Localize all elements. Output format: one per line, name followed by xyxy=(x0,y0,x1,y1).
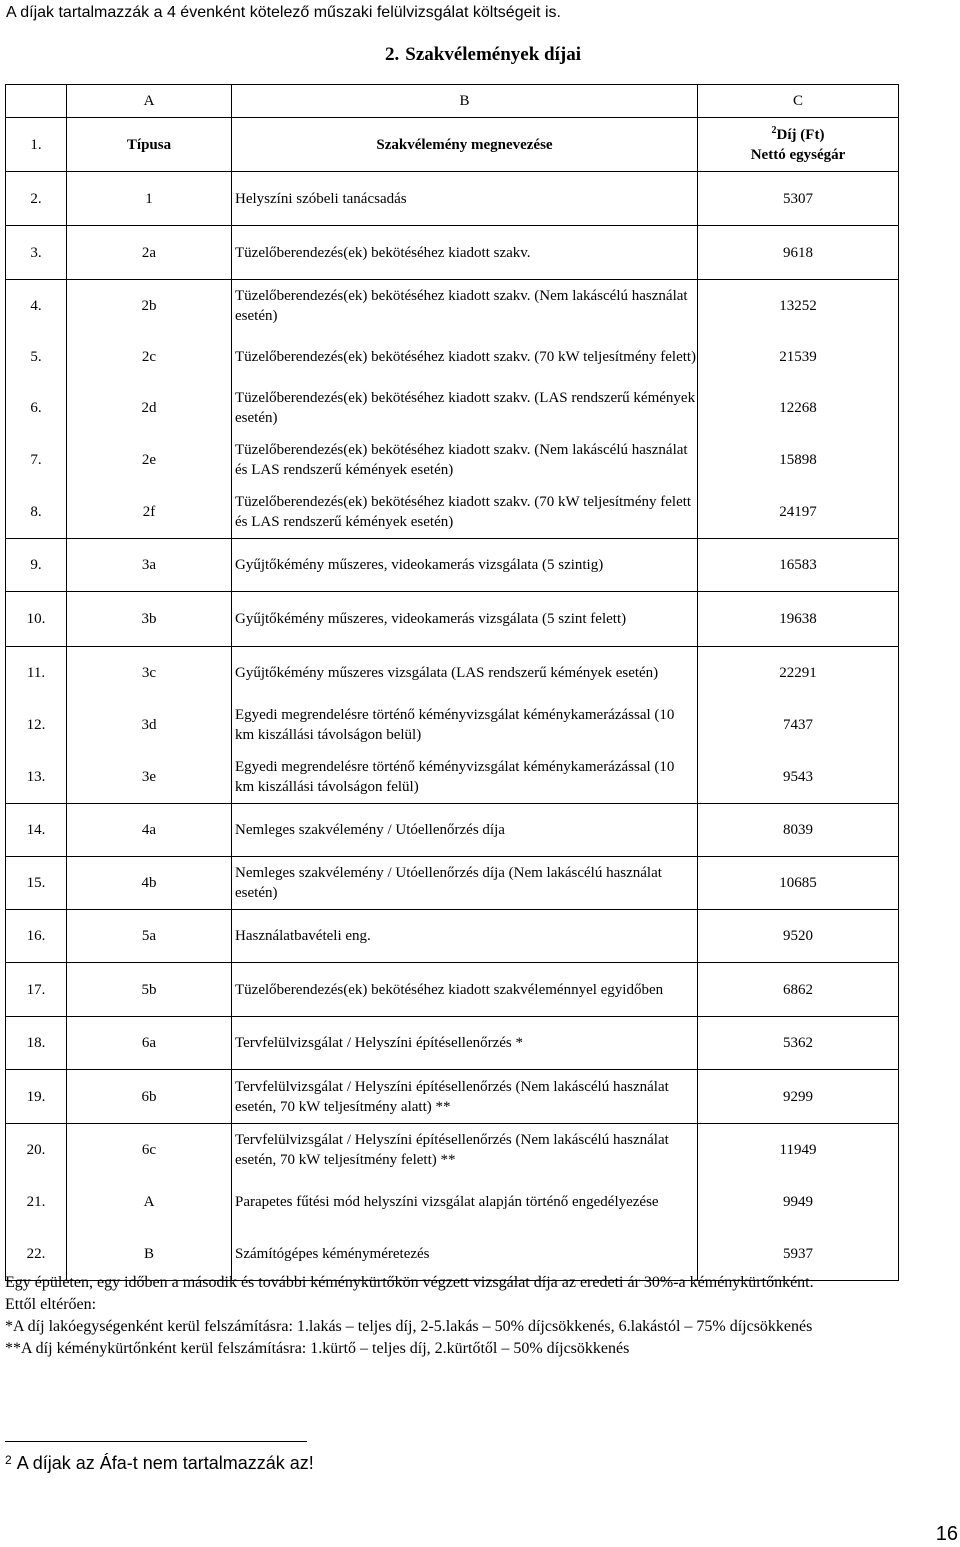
table-row xyxy=(6,1017,899,1070)
section-number: 2. xyxy=(385,44,400,65)
table-row xyxy=(6,751,899,804)
footnote-text: A díjak az Áfa-t nem tartalmazzák az! xyxy=(16,1453,314,1473)
row-fee: 11949 xyxy=(698,1124,899,1177)
table-row xyxy=(6,434,899,486)
row-fee: 22291 xyxy=(698,647,899,700)
column-letter-row xyxy=(6,85,899,118)
header-fee-line2: Nettó egységár xyxy=(750,146,846,163)
table-row xyxy=(6,382,899,434)
row-fee: 21539 xyxy=(698,331,899,382)
footnote-rule xyxy=(5,1441,307,1442)
row-fee: 9520 xyxy=(698,910,899,963)
row-name: Számítógépes kéményméretezés xyxy=(232,1228,698,1281)
table-row xyxy=(6,172,899,226)
row-fee: 9618 xyxy=(698,226,899,280)
row-fee: 6862 xyxy=(698,963,899,1017)
table-row xyxy=(6,1176,899,1228)
row-name: Gyűjtőkémény műszeres, videokamerás vizsgálata (5 szint felett) xyxy=(232,592,698,647)
row-type: 2e xyxy=(67,434,232,486)
header-fee xyxy=(698,118,899,172)
row-num: 11. xyxy=(6,647,67,700)
row-num: 15. xyxy=(6,857,67,910)
table-row xyxy=(6,963,899,1017)
row-fee: 5307 xyxy=(698,172,899,226)
row-type: A xyxy=(67,1176,232,1228)
row-name: Tüzelőberendezés(ek) bekötéséhez kiadott szakv. (70 kW teljesítmény felett) xyxy=(232,331,698,382)
row-num: 7. xyxy=(6,434,67,486)
table-row xyxy=(6,857,899,910)
row-name: Tüzelőberendezés(ek) bekötéséhez kiadott szakv. (Nem lakáscélú használat esetén) xyxy=(232,280,698,332)
row-type: 4a xyxy=(67,804,232,857)
row-fee: 7437 xyxy=(698,699,899,751)
row-type: 2f xyxy=(67,486,232,539)
row-type: 2d xyxy=(67,382,232,434)
row-name: Tüzelőberendezés(ek) bekötéséhez kiadott szakvéleménnyel egyidőben xyxy=(232,963,698,1017)
header-row xyxy=(6,118,899,172)
header-type: Típusa xyxy=(67,118,232,172)
table-row xyxy=(6,699,899,751)
row-name: Tervfelülvizsgálat / Helyszíni építésellenőrzés (Nem lakáscélú használat esetén, 70 kW teljesítmény felett) ** xyxy=(232,1124,698,1177)
note-line-3: *A díj lakóegységenként kerül felszámításra: 1.lakás – teljes díj, 2-5.lakás – 50% díjcsökkenés, 6.lakástól – 75% díjcsökkenés xyxy=(5,1318,813,1335)
table-row xyxy=(6,226,899,280)
row-name: Helyszíni szóbeli tanácsadás xyxy=(232,172,698,226)
row-num: 17. xyxy=(6,963,67,1017)
row-name: Egyedi megrendelésre történő kéményvizsgálat kéménykamerázással (10 km kiszállási távolságon belül) xyxy=(232,699,698,751)
row-name: Gyűjtőkémény műszeres vizsgálata (LAS rendszerű kémények esetén) xyxy=(232,647,698,700)
row-name: Tüzelőberendezés(ek) bekötéséhez kiadott szakv. (Nem lakáscélú használat és LAS rendszerű kémények esetén) xyxy=(232,434,698,486)
row-num: 10. xyxy=(6,592,67,647)
column-letter-b: B xyxy=(232,85,698,118)
row-fee: 5937 xyxy=(698,1228,899,1281)
row-fee: 9543 xyxy=(698,751,899,804)
row-fee: 16583 xyxy=(698,539,899,592)
row-num: 5. xyxy=(6,331,67,382)
note-line-1: Egy épületen, egy időben a második és további kéménykürtőkön végzett vizsgálat díja az eredeti ár 30%-a kéménykürtőnként. xyxy=(5,1274,814,1291)
row-type: 5b xyxy=(67,963,232,1017)
row-name: Tüzelőberendezés(ek) bekötéséhez kiadott szakv. (70 kW teljesítmény felett és LAS rendszerű kémények esetén) xyxy=(232,486,698,539)
fees-table xyxy=(5,84,899,1281)
row-num: 2. xyxy=(6,172,67,226)
row-type: 6c xyxy=(67,1124,232,1177)
row-num: 9. xyxy=(6,539,67,592)
row-name: Tervfelülvizsgálat / Helyszíni építésellenőrzés (Nem lakáscélú használat esetén, 70 kW teljesítmény alatt) ** xyxy=(232,1070,698,1124)
header-name: Szakvélemény megnevezése xyxy=(232,118,698,172)
row-num: 6. xyxy=(6,382,67,434)
row-fee: 9949 xyxy=(698,1176,899,1228)
row-type: B xyxy=(67,1228,232,1281)
row-num: 22. xyxy=(6,1228,67,1281)
row-type: 1 xyxy=(67,172,232,226)
table-row xyxy=(6,280,899,332)
table-row xyxy=(6,1124,899,1177)
note-line-4: **A díj kéménykürtőnként kerül felszámításra: 1.kürtő – teljes díj, 2.kürtőtől – 50% díjcsökkenés xyxy=(5,1340,630,1357)
row-fee: 8039 xyxy=(698,804,899,857)
row-type: 2a xyxy=(67,226,232,280)
row-name: Gyűjtőkémény műszeres, videokamerás vizsgálata (5 szintig) xyxy=(232,539,698,592)
row-name: Tüzelőberendezés(ek) bekötéséhez kiadott szakv. xyxy=(232,226,698,280)
table-row xyxy=(6,804,899,857)
row-fee: 15898 xyxy=(698,434,899,486)
row-fee: 10685 xyxy=(698,857,899,910)
column-letter-num xyxy=(6,85,67,118)
row-type: 3c xyxy=(67,647,232,700)
row-name: Parapetes fűtési mód helyszíni vizsgálat alapján történő engedélyezése xyxy=(232,1176,698,1228)
row-type: 2b xyxy=(67,280,232,332)
row-num: 3. xyxy=(6,226,67,280)
row-num: 19. xyxy=(6,1070,67,1124)
row-fee: 12268 xyxy=(698,382,899,434)
row-num: 18. xyxy=(6,1017,67,1070)
row-type: 3e xyxy=(67,751,232,804)
note-line-2: Ettől eltérően: xyxy=(5,1296,97,1313)
row-type: 5a xyxy=(67,910,232,963)
row-name: Tüzelőberendezés(ek) bekötéséhez kiadott szakv. (LAS rendszerű kémények esetén) xyxy=(232,382,698,434)
row-fee: 9299 xyxy=(698,1070,899,1124)
notes xyxy=(5,1272,905,1360)
table-row xyxy=(6,486,899,539)
row-fee: 24197 xyxy=(698,486,899,539)
row-name: Használatbavételi eng. xyxy=(232,910,698,963)
row-name: Nemleges szakvélemény / Utóellenőrzés díja (Nem lakáscélú használat esetén) xyxy=(232,857,698,910)
row-type: 2c xyxy=(67,331,232,382)
row-num: 21. xyxy=(6,1176,67,1228)
row-num: 13. xyxy=(6,751,67,804)
row-num: 20. xyxy=(6,1124,67,1177)
table-row xyxy=(6,647,899,700)
row-num: 14. xyxy=(6,804,67,857)
row-type: 6a xyxy=(67,1017,232,1070)
footnote-mark: 2 xyxy=(5,1453,12,1467)
table-row xyxy=(6,1070,899,1124)
section-title-text: Szakvélemények díjai xyxy=(405,44,581,65)
row-type: 4b xyxy=(67,857,232,910)
row-num: 16. xyxy=(6,910,67,963)
column-letter-c: C xyxy=(698,85,899,118)
row-fee: 5362 xyxy=(698,1017,899,1070)
row-num: 12. xyxy=(6,699,67,751)
row-num: 8. xyxy=(6,486,67,539)
row-name: Nemleges szakvélemény / Utóellenőrzés díja xyxy=(232,804,698,857)
column-letter-a: A xyxy=(67,85,232,118)
row-type: 3d xyxy=(67,699,232,751)
row-name: Egyedi megrendelésre történő kéményvizsgálat kéménykamerázással (10 km kiszállási távolságon felül) xyxy=(232,751,698,804)
table-row xyxy=(6,910,899,963)
row-type: 3b xyxy=(67,592,232,647)
section-title xyxy=(0,44,960,66)
intro-text: A díjak tartalmazzák a 4 évenként kötelező műszaki felülvizsgálat költségeit is. xyxy=(6,4,561,21)
header-fee-sup: 2 xyxy=(771,124,777,136)
row-type: 3a xyxy=(67,539,232,592)
table-row xyxy=(6,539,899,592)
header-fee-line1: Díj (Ft) xyxy=(776,126,825,143)
footnote xyxy=(5,1453,314,1474)
header-num: 1. xyxy=(6,118,67,172)
page-number: 16 xyxy=(935,1523,958,1545)
table-row xyxy=(6,331,899,382)
row-type: 6b xyxy=(67,1070,232,1124)
row-fee: 13252 xyxy=(698,280,899,332)
table-row xyxy=(6,592,899,647)
row-num: 4. xyxy=(6,280,67,332)
row-name: Tervfelülvizsgálat / Helyszíni építésellenőrzés * xyxy=(232,1017,698,1070)
row-fee: 19638 xyxy=(698,592,899,647)
